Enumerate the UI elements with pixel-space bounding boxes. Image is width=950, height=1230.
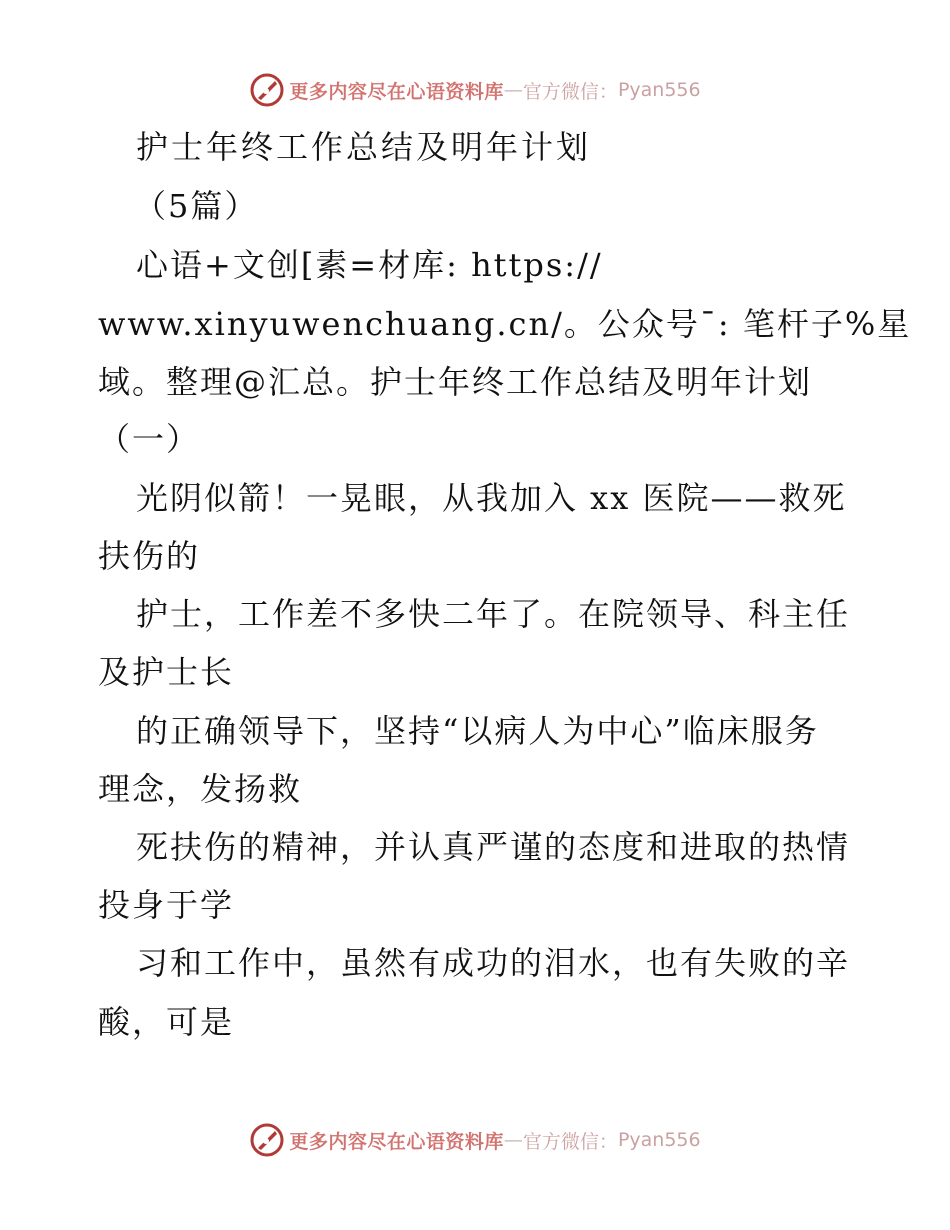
doc-line: （一） [98,420,201,458]
banner-text: 更多内容尽在心语资料库 [289,1130,504,1153]
quill-logo-icon [249,72,285,108]
doc-line: 光阴似箭！一晃眼，从我加入 xx 医院——救死 [136,479,847,517]
banner-wechat-id: Pyan556 [617,79,701,101]
doc-line: 习和工作中，虽然有成功的泪水，也有失败的辛 [136,944,851,982]
quill-logo-icon [249,1122,285,1158]
header-banner [0,70,950,110]
doc-line: 扶伤的 [98,537,201,575]
doc-line: 死扶伤的精神，并认真严谨的态度和进取的热情 [136,828,851,866]
doc-line: 心语+文创[素=材库: https:// [136,246,603,284]
doc-line: 护士，工作差不多快二年了。在院领导、科主任 [136,595,851,633]
doc-line: www.xinyuwenchuang.cn/。公众号¯: 笔杆子%星 [98,305,912,343]
banner-dash: — [503,79,523,101]
banner-wechat-id: Pyan556 [617,1129,701,1151]
doc-line: 投身于学 [98,886,235,924]
doc-line: 域。整理@汇总。护士年终工作总结及明年计划 [98,363,813,401]
doc-subtitle: （5篇） [134,187,259,225]
footer-banner [0,1120,950,1160]
banner-dash: — [503,1129,523,1151]
doc-line: 的正确领导下，坚持“以病人为中心”临床服务 [136,712,819,750]
doc-line: 及护士长 [98,653,235,691]
banner-text: 更多内容尽在心语资料库 [289,80,504,103]
doc-line: 理念，发扬救 [98,770,303,808]
doc-line: 酸，可是 [98,1003,235,1041]
banner-wechat-label: 官方微信： [522,1130,618,1153]
banner-wechat-label: 官方微信： [522,80,618,103]
doc-title: 护士年终工作总结及明年计划 [136,128,592,166]
